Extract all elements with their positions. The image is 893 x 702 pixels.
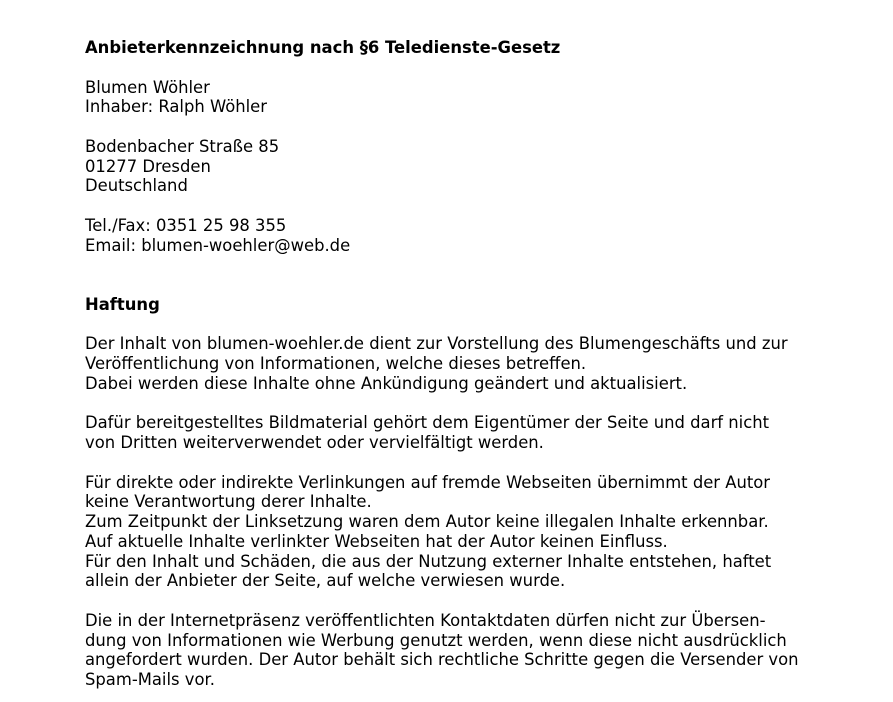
liability-paragraph-2: [85, 413, 875, 453]
paragraph-line: dung von Informationen wie Werbung genutzt werden, wenn diese nicht ausdrücklich: [85, 630, 787, 650]
address-city: 01277 Dresden: [85, 156, 211, 176]
imprint-title: Anbieterkennzeichnung nach §6 Teledienste-Gesetz: [85, 38, 561, 57]
imprint-page: [85, 38, 875, 690]
email-address: Email: blumen-woehler@web.de: [85, 235, 351, 255]
liability-paragraph-4: [85, 611, 875, 690]
paragraph-line: Dabei werden diese Inhalte ohne Ankündigung geändert und aktualisiert.: [85, 373, 688, 393]
paragraph-line: Für den Inhalt und Schäden, die aus der Nutzung externer Inhalte entstehen, haftet: [85, 551, 772, 571]
liability-paragraph-3: [85, 473, 875, 592]
address-street: Bodenbacher Straße 85: [85, 136, 280, 156]
phone-fax: Tel./Fax: 0351 25 98 355: [85, 215, 287, 235]
address-country: Deutschland: [85, 176, 188, 196]
paragraph-line: Der Inhalt von blumen-woehler.de dient zur Vorstellung des Blumengeschäfts und zur: [85, 334, 788, 354]
paragraph-line: Veröffentlichung von Informationen, welche dieses betreffen.: [85, 354, 587, 373]
paragraph-line: Für direkte oder indirekte Verlinkungen auf fremde Webseiten übernimmt der Autor: [85, 472, 771, 492]
company-block: [85, 78, 875, 118]
liability-title-block: [85, 295, 875, 315]
company-name: Blumen Wöhler: [85, 77, 210, 97]
paragraph-line: allein der Anbieter der Seite, auf welche verwiesen wurde.: [85, 571, 566, 591]
paragraph-line: Spam-Mails vor.: [85, 670, 215, 689]
paragraph-line: Zum Zeitpunkt der Linksetzung waren dem Autor keine illegalen Inhalte erkennbar.: [85, 512, 769, 531]
paragraph-line: Auf aktuelle Inhalte verlinkter Webseiten hat der Autor keinen Einfluss.: [85, 531, 668, 551]
paragraph-line: angefordert wurden. Der Autor behält sich rechtliche Schritte gegen die Versender von: [85, 650, 799, 670]
paragraph-line: von Dritten weiterverwendet oder vervielfältigt werden.: [85, 433, 544, 452]
paragraph-line: Die in der Internetpräsenz veröffentlichten Kontaktdaten dürfen nicht zur Übersen-: [85, 610, 766, 630]
paragraph-line: keine Verantwortung derer Inhalte.: [85, 492, 372, 512]
liability-title: Haftung: [85, 294, 160, 314]
owner-name: Inhaber: Ralph Wöhler: [85, 97, 267, 117]
liability-paragraph-1: [85, 334, 875, 393]
imprint-title-block: [85, 38, 875, 58]
paragraph-line: Dafür bereitgestelltes Bildmaterial gehört dem Eigentümer der Seite und darf nicht: [85, 413, 770, 433]
contact-block: [85, 216, 875, 256]
address-block: [85, 137, 875, 196]
